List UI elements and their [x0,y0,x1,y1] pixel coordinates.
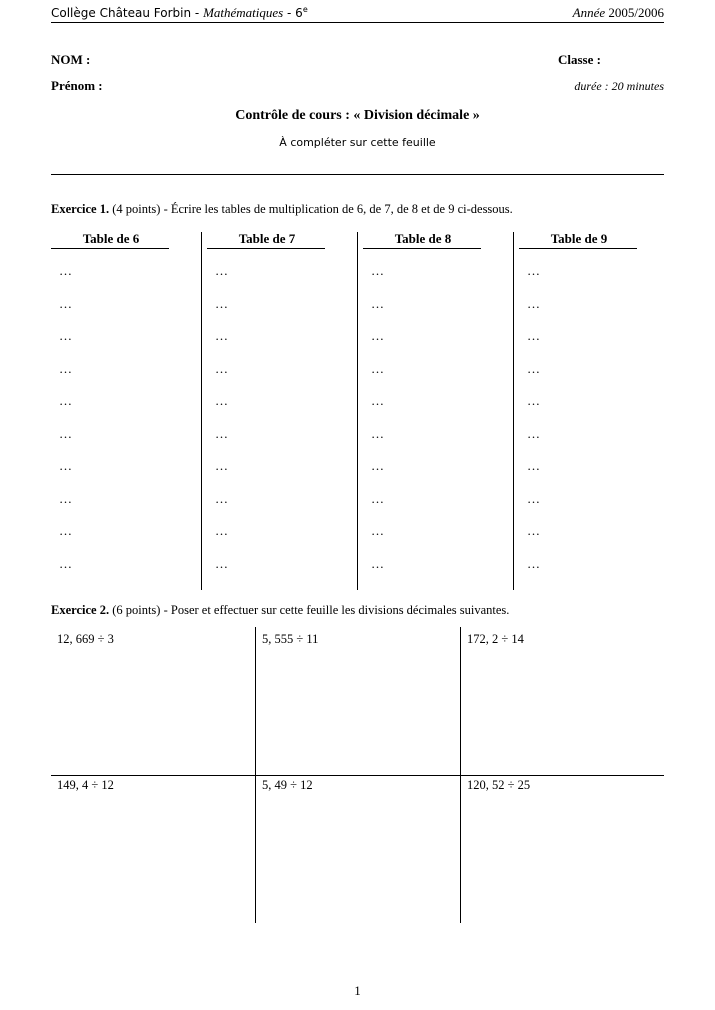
answer-dots: … [527,425,540,441]
division-expression: 172, 2 ÷ 14 [467,632,524,646]
exercise1-statement [51,202,513,217]
division-row-separator [51,775,664,776]
answer-dots: … [215,523,228,538]
header-right [573,5,664,21]
answer-dots: … [59,425,72,441]
prenom-label: Prénom : [51,78,103,93]
header-level: - 6 [283,6,303,20]
answer-dots: … [59,360,72,376]
answer-dots: … [371,393,384,408]
answer-dots: … [527,458,540,473]
page-number: 1 [354,983,361,998]
answer-dots: … [527,328,540,343]
table-separator [513,232,514,590]
division-expression: 149, 4 ÷ 12 [57,778,114,792]
table-separator [201,232,202,590]
answer-dots: … [215,263,228,278]
page-title: Contrôle de cours : « Division décimale » [235,108,480,123]
table-header: Table de 9 [550,231,608,246]
answer-dots: … [59,458,72,473]
answer-dots: … [59,490,72,506]
answer-dots: … [527,490,540,506]
nom-label: NOM : [51,52,91,67]
answer-dots: … [527,360,540,376]
exercise2-text: (6 points) - Poser et effectuer sur cette feuille les divisions décimales suivantes. [109,603,510,617]
header-level-sup: e [302,5,308,14]
classe-label: Classe : [558,52,601,67]
answer-dots: … [59,328,72,343]
answer-dots: … [215,360,228,376]
answer-dots: … [215,328,228,343]
answer-dots: … [59,263,72,278]
answer-dots: … [371,425,384,441]
answer-dots: … [527,555,540,571]
answer-dots: … [59,295,72,311]
table-header: Table de 8 [394,231,452,246]
answer-dots: … [59,523,72,538]
answer-dots: … [527,295,540,311]
answer-dots: … [371,523,384,538]
answer-dots: … [59,393,72,408]
table-header-rule [207,248,325,249]
answer-dots: … [59,555,72,571]
duree-label: durée : 20 minutes [574,79,664,93]
answer-dots: … [371,263,384,278]
header-school: Collège Château Forbin - [51,6,204,20]
answer-dots: … [371,295,384,311]
answer-dots: … [527,263,540,278]
exercise2-label: Exercice 2. [51,603,110,617]
answer-dots: … [215,393,228,408]
answer-dots: … [371,458,384,473]
table-header-rule [519,248,637,249]
answer-dots: … [215,555,228,571]
answer-dots: … [527,523,540,538]
header-rule [51,22,664,23]
year-value: 2005/2006 [605,5,664,20]
exercise2-statement [51,603,509,618]
table-header: Table de 6 [82,231,140,246]
header-subject: Mathématiques [203,5,284,20]
answer-dots: … [371,490,384,506]
division-expression: 12, 669 ÷ 3 [57,632,114,646]
table-separator [357,232,358,590]
page-subtitle: À compléter sur cette feuille [279,136,436,149]
answer-dots: … [371,328,384,343]
table-header: Table de 7 [238,231,296,246]
answer-dots: … [371,555,384,571]
exercise1-text: (4 points) - Écrire les tables de multiplication de 6, de 7, de 8 et de 9 ci-dessous. [109,202,513,216]
answer-dots: … [215,295,228,311]
table-header-rule [51,248,169,249]
division-expression: 120, 52 ÷ 25 [467,778,531,792]
answer-dots: … [527,393,540,408]
header-left [51,5,308,21]
exercise1-label: Exercice 1. [51,202,110,216]
table-header-rule [363,248,481,249]
year-label: Année [572,5,606,20]
division-expression: 5, 49 ÷ 12 [262,778,313,792]
answer-dots: … [215,425,228,441]
answer-dots: … [215,458,228,473]
answer-dots: … [371,360,384,376]
answer-dots: … [215,490,228,506]
title-rule [51,174,664,175]
division-expression: 5, 555 ÷ 11 [262,632,319,646]
